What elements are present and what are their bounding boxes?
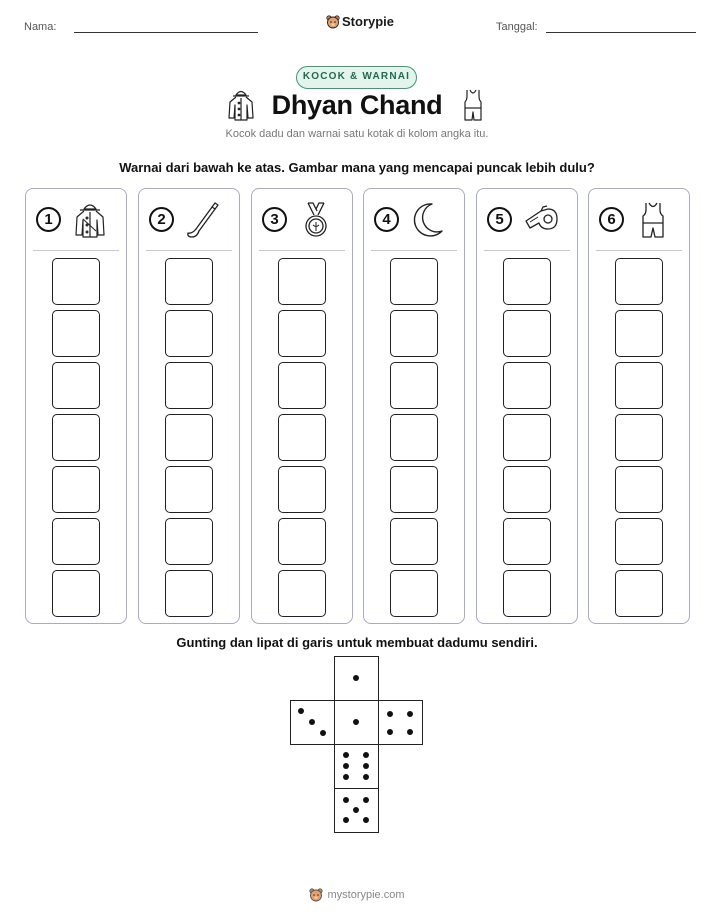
column-number: 6 xyxy=(599,207,624,232)
die-pip xyxy=(387,729,393,735)
date-field[interactable] xyxy=(496,20,696,33)
color-box[interactable] xyxy=(615,362,663,409)
color-box[interactable] xyxy=(503,518,551,565)
title-row xyxy=(0,88,714,122)
color-box[interactable] xyxy=(165,362,213,409)
color-box[interactable] xyxy=(390,466,438,513)
color-box[interactable] xyxy=(165,414,213,461)
die-pip xyxy=(343,797,349,803)
color-box[interactable] xyxy=(615,570,663,617)
color-box[interactable] xyxy=(52,362,100,409)
color-box[interactable] xyxy=(52,570,100,617)
column-number: 3 xyxy=(262,207,287,232)
color-box[interactable] xyxy=(165,258,213,305)
instruction: Warnai dari bawah ke atas. Gambar mana yang mencapai puncak lebih dulu? xyxy=(119,160,595,175)
column-number: 5 xyxy=(487,207,512,232)
color-box[interactable] xyxy=(165,518,213,565)
crescent-moon-icon xyxy=(410,201,446,239)
die-face-5 xyxy=(334,788,379,833)
color-box[interactable] xyxy=(278,518,326,565)
color-box[interactable] xyxy=(503,362,551,409)
die-pip xyxy=(363,763,369,769)
die-pip xyxy=(353,807,359,813)
color-box[interactable] xyxy=(503,258,551,305)
activity-badge: KOCOK & WARNAI xyxy=(296,66,417,89)
color-box[interactable] xyxy=(165,570,213,617)
color-box[interactable] xyxy=(52,466,100,513)
color-box[interactable] xyxy=(390,362,438,409)
die-pip xyxy=(363,774,369,780)
color-box[interactable] xyxy=(615,518,663,565)
singlet-icon xyxy=(458,88,488,122)
die-pip xyxy=(407,711,413,717)
die-pip xyxy=(353,719,359,725)
whistle-icon xyxy=(523,201,559,239)
column-number: 1 xyxy=(36,207,61,232)
die-pip xyxy=(343,774,349,780)
color-box[interactable] xyxy=(615,414,663,461)
name-line[interactable] xyxy=(74,20,258,33)
die-pip xyxy=(387,711,393,717)
color-box[interactable] xyxy=(390,258,438,305)
color-box[interactable] xyxy=(503,570,551,617)
column-divider xyxy=(146,250,232,251)
column-divider xyxy=(259,250,345,251)
color-box[interactable] xyxy=(278,258,326,305)
die-pip xyxy=(363,797,369,803)
column-divider xyxy=(596,250,682,251)
hockey-stick-icon xyxy=(185,201,221,239)
die-face-1 xyxy=(334,700,379,745)
die-face-6 xyxy=(334,744,379,789)
date-line[interactable] xyxy=(546,20,696,33)
column-2 xyxy=(138,188,240,624)
color-box[interactable] xyxy=(503,414,551,461)
column-1 xyxy=(25,188,127,624)
color-box[interactable] xyxy=(165,466,213,513)
column-3 xyxy=(251,188,353,624)
die-pip xyxy=(343,763,349,769)
die-pip xyxy=(343,817,349,823)
brand-logo xyxy=(326,14,394,29)
column-number: 2 xyxy=(149,207,174,232)
column-divider xyxy=(484,250,570,251)
die-pip xyxy=(353,675,359,681)
color-box[interactable] xyxy=(615,310,663,357)
color-box[interactable] xyxy=(503,310,551,357)
die-pip xyxy=(343,752,349,758)
column-5 xyxy=(476,188,578,624)
date-label: Tanggal: xyxy=(496,21,538,33)
color-box[interactable] xyxy=(390,414,438,461)
column-number: 4 xyxy=(374,207,399,232)
die-pip xyxy=(309,719,315,725)
color-box[interactable] xyxy=(390,310,438,357)
footer-url[interactable]: mystorypie.com xyxy=(327,889,405,901)
footer xyxy=(0,888,714,902)
page-title: Dhyan Chand xyxy=(271,89,443,120)
name-field[interactable] xyxy=(24,20,258,33)
column-header xyxy=(589,189,689,249)
color-box[interactable] xyxy=(503,466,551,513)
column-divider xyxy=(33,250,119,251)
column-divider xyxy=(371,250,457,251)
die-pip xyxy=(298,708,304,714)
column-header xyxy=(477,189,577,249)
color-box[interactable] xyxy=(390,518,438,565)
raincoat-icon xyxy=(226,88,256,122)
die-face-3 xyxy=(290,700,335,745)
cut-instruction: Gunting dan lipat di garis untuk membuat dadumu sendiri. xyxy=(176,635,538,650)
subtitle: Kocok dadu dan warnai satu kotak di kolom angka itu. xyxy=(225,128,489,140)
color-box[interactable] xyxy=(52,414,100,461)
brand-name: Storypie xyxy=(342,14,395,29)
die-face-4 xyxy=(378,700,423,745)
die-pip xyxy=(320,730,326,736)
column-6 xyxy=(588,188,690,624)
die-net xyxy=(290,656,424,836)
color-box[interactable] xyxy=(278,414,326,461)
die-face-1 xyxy=(334,656,379,701)
column-header xyxy=(139,189,239,249)
column-4 xyxy=(363,188,465,624)
color-box[interactable] xyxy=(278,466,326,513)
die-pip xyxy=(363,817,369,823)
color-box[interactable] xyxy=(52,258,100,305)
medal-icon xyxy=(298,201,334,239)
column-header xyxy=(364,189,464,249)
color-box[interactable] xyxy=(52,518,100,565)
color-box[interactable] xyxy=(165,310,213,357)
color-box[interactable] xyxy=(52,310,100,357)
raincoat-icon xyxy=(72,201,108,239)
color-box[interactable] xyxy=(278,310,326,357)
column-header xyxy=(252,189,352,249)
column-header xyxy=(26,189,126,249)
color-box[interactable] xyxy=(278,362,326,409)
storypie-bear-logo-icon xyxy=(326,15,340,29)
color-box[interactable] xyxy=(615,258,663,305)
die-pip xyxy=(407,729,413,735)
name-label: Nama: xyxy=(24,21,57,33)
singlet-icon xyxy=(635,201,671,239)
color-box[interactable] xyxy=(390,570,438,617)
storypie-bear-logo-icon xyxy=(309,888,323,902)
color-box[interactable] xyxy=(278,570,326,617)
die-pip xyxy=(363,752,369,758)
color-box[interactable] xyxy=(615,466,663,513)
